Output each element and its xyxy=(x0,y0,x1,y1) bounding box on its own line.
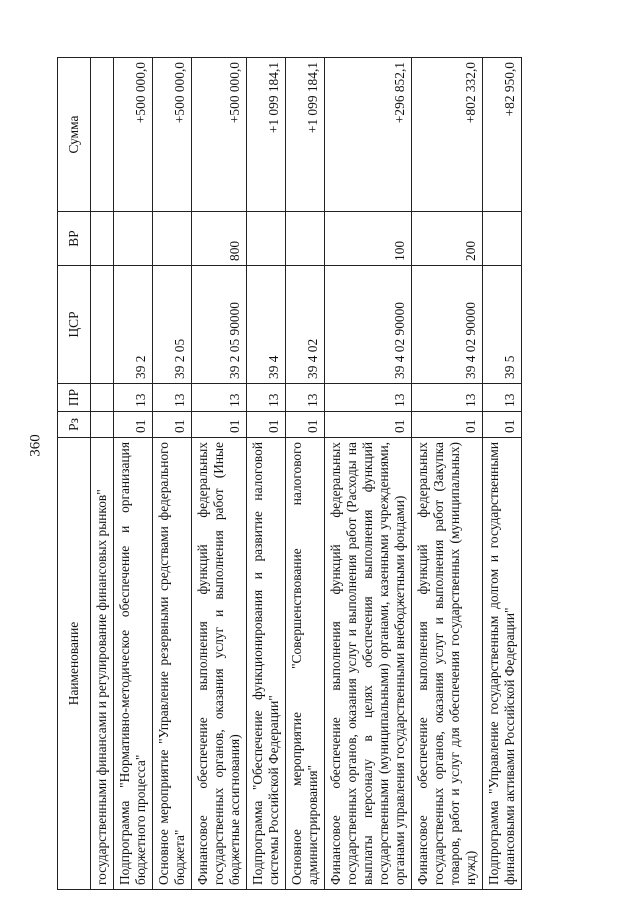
row-csr: 39 2 xyxy=(114,266,153,384)
row-vr xyxy=(114,212,153,266)
header-vr: ВР xyxy=(58,212,91,266)
header-pr: ПР xyxy=(58,384,91,412)
table-row xyxy=(114,58,153,890)
row-csr: 39 4 xyxy=(247,266,286,384)
row-rz: 01 xyxy=(483,412,522,438)
row-pr: 13 xyxy=(192,384,247,412)
row-vr xyxy=(483,212,522,266)
header-sum: Сумма xyxy=(58,58,91,212)
row-sum: +500 000,0 xyxy=(192,58,247,212)
row-sum: +500 000,0 xyxy=(114,58,153,212)
table-row xyxy=(247,58,286,890)
row-vr: 200 xyxy=(412,212,483,266)
row-rz: 01 xyxy=(153,412,192,438)
row-vr: 800 xyxy=(192,212,247,266)
row-csr: 39 4 02 90000 xyxy=(325,266,412,384)
row-sum: +500 000,0 xyxy=(153,58,192,212)
row-rz: 01 xyxy=(247,412,286,438)
row-vr xyxy=(286,212,325,266)
row-csr: 39 2 05 90000 xyxy=(192,266,247,384)
row-sum: +1 099 184,1 xyxy=(247,58,286,212)
row-rz xyxy=(91,412,114,438)
table-row xyxy=(192,58,247,890)
row-name: Основное мероприятие "Совершенствование налогового администрирования" xyxy=(286,438,325,890)
row-pr: 13 xyxy=(483,384,522,412)
table-row xyxy=(153,58,192,890)
row-name: Финансовое обеспечение выполнения функций федеральных государственных органов, оказания услуг и выполнения работ (Расходы на выплаты персоналу в целях обеспечения выполнения функций государственными (муниципальными) органами, казенными учреждениями, органами управления государственными внебюджетными фондами) xyxy=(325,438,412,890)
row-name: Подпрограмма "Управление государственным долгом и государственными финансовыми активами Российской Федерации" xyxy=(483,438,522,890)
header-name: Наименование xyxy=(58,438,91,890)
row-sum: +82 950,0 xyxy=(483,58,522,212)
row-name: Подпрограмма "Нормативно-методическое обеспечение и организация бюджетного процесса" xyxy=(114,438,153,890)
row-pr: 13 xyxy=(325,384,412,412)
row-name: государственными финансами и регулирование финансовых рынков" xyxy=(91,438,114,890)
row-name: Основное мероприятие "Управление резервными средствами федерального бюджета" xyxy=(153,438,192,890)
table-row xyxy=(325,58,412,890)
table-row xyxy=(412,58,483,890)
budget-table xyxy=(57,57,522,890)
row-pr: 13 xyxy=(114,384,153,412)
row-name: Финансовое обеспечение выполнения функций федеральных государственных органов, оказания услуг и выполнения работ (Закупка товаров, работ и услуг для обеспечения государственных (муниципальных) нужд) xyxy=(412,438,483,890)
table-row xyxy=(286,58,325,890)
row-rz: 01 xyxy=(286,412,325,438)
row-sum: +802 332,0 xyxy=(412,58,483,212)
row-pr: 13 xyxy=(286,384,325,412)
row-vr xyxy=(153,212,192,266)
table-header-row xyxy=(58,58,91,890)
row-rz: 01 xyxy=(412,412,483,438)
row-sum: +296 852,1 xyxy=(325,58,412,212)
row-pr xyxy=(91,384,114,412)
row-vr xyxy=(247,212,286,266)
header-csr: ЦСР xyxy=(58,266,91,384)
row-name: Подпрограмма "Обеспечение функционирования и развитие налоговой системы Российской Федерации" xyxy=(247,438,286,890)
row-rz: 01 xyxy=(114,412,153,438)
row-name: Финансовое обеспечение выполнения функций федеральных государственных органов, оказания услуг и выполнения работ (Иные бюджетные ассигнования) xyxy=(192,438,247,890)
row-csr xyxy=(91,266,114,384)
row-csr: 39 4 02 90000 xyxy=(412,266,483,384)
header-rz: Рз xyxy=(58,412,91,438)
row-vr xyxy=(91,212,114,266)
row-rz: 01 xyxy=(325,412,412,438)
row-pr: 13 xyxy=(153,384,192,412)
row-csr: 39 4 02 xyxy=(286,266,325,384)
row-rz: 01 xyxy=(192,412,247,438)
row-vr: 100 xyxy=(325,212,412,266)
page-number: 360 xyxy=(27,434,44,457)
row-pr: 13 xyxy=(247,384,286,412)
row-sum: +1 099 184,1 xyxy=(286,58,325,212)
row-csr: 39 2 05 xyxy=(153,266,192,384)
row-csr: 39 5 xyxy=(483,266,522,384)
table-row xyxy=(91,58,114,890)
row-sum xyxy=(91,58,114,212)
row-pr: 13 xyxy=(412,384,483,412)
table-row xyxy=(483,58,522,890)
